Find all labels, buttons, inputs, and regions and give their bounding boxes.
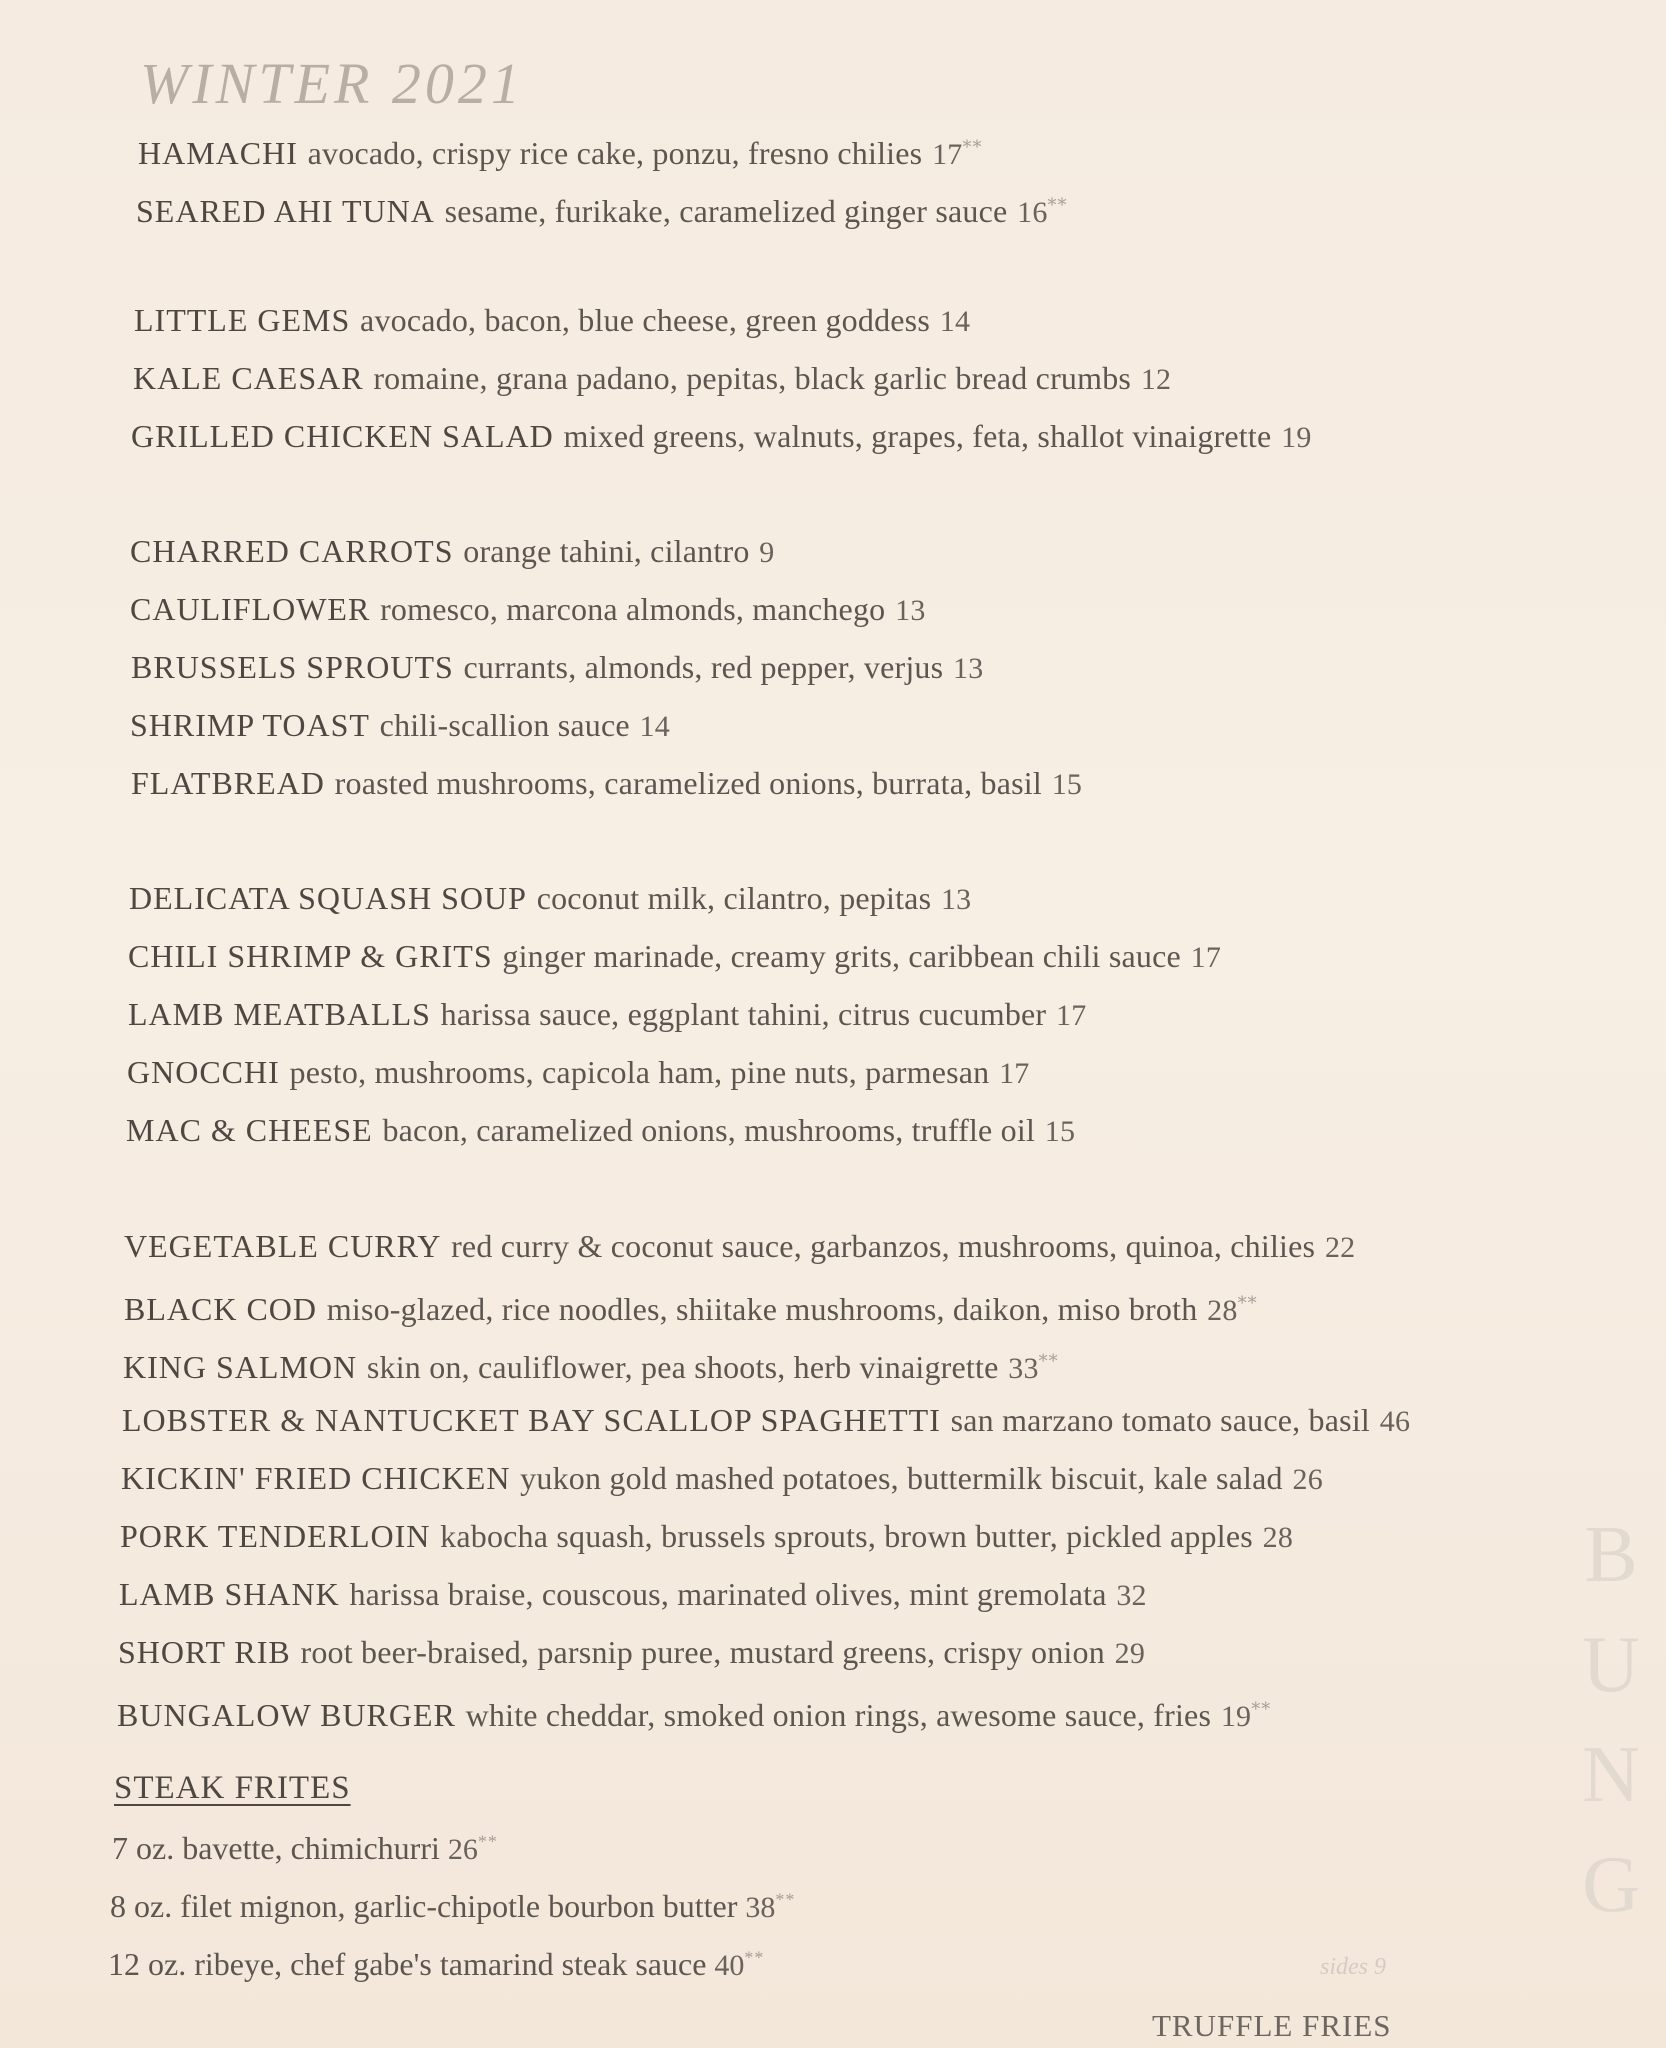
steak-item-text: 7 oz. bavette, chimichurri xyxy=(112,1830,440,1866)
menu-item xyxy=(128,996,1086,1034)
menu-item-price: 15 xyxy=(1044,1115,1076,1148)
vertical-logo xyxy=(1566,1500,1656,1940)
menu-item-price: 9 xyxy=(759,536,775,569)
menu-item xyxy=(124,1228,1355,1266)
menu-item-note: ** xyxy=(962,137,983,158)
menu-item-name: BLACK COD xyxy=(124,1291,318,1327)
menu-item xyxy=(131,765,1082,803)
menu-item-name: LAMB SHANK xyxy=(119,1576,340,1612)
steak-item xyxy=(108,1946,764,1983)
menu-item-description: coconut milk, cilantro, pepitas xyxy=(536,880,932,916)
menu-item-price: 13 xyxy=(953,652,984,685)
menu-item-price: 19 xyxy=(1220,1700,1252,1733)
menu-item-name: GNOCCHI xyxy=(127,1054,280,1090)
menu-item-description: mixed greens, walnuts, grapes, feta, shallot vinaigrette xyxy=(563,418,1272,454)
menu-item-name: MAC & CHEESE xyxy=(126,1112,373,1148)
menu-item-name: LAMB MEATBALLS xyxy=(128,996,431,1032)
menu-item xyxy=(138,130,982,173)
steak-item-note: ** xyxy=(744,1947,765,1968)
menu-item-price: 46 xyxy=(1379,1405,1411,1438)
menu-item xyxy=(121,1460,1323,1498)
menu-item-description: orange tahini, cilantro xyxy=(463,533,750,569)
menu-item-description: pesto, mushrooms, capicola ham, pine nuts, parmesan xyxy=(289,1054,990,1090)
steak-item-price: 38 xyxy=(745,1891,776,1924)
menu-item-price: 26 xyxy=(1292,1463,1323,1496)
menu-item-description: yukon gold mashed potatoes, buttermilk biscuit, kale salad xyxy=(520,1460,1283,1496)
menu-item-price: 12 xyxy=(1140,363,1172,396)
menu-item-price: 19 xyxy=(1281,421,1312,454)
menu-item xyxy=(124,1286,1258,1329)
menu-item xyxy=(131,649,983,687)
menu-item-name: SHRIMP TOAST xyxy=(130,707,370,743)
steak-item-text: 8 oz. filet mignon, garlic-chipotle bourbon butter xyxy=(110,1888,738,1924)
menu-item-name: HAMACHI xyxy=(138,135,298,171)
menu-item-name: CHILI SHRIMP & GRITS xyxy=(128,938,493,974)
steak-item xyxy=(110,1888,795,1925)
steak-item-note: ** xyxy=(775,1889,796,1910)
menu-item xyxy=(123,1344,1059,1387)
menu-item xyxy=(130,591,926,629)
logo-letter: N xyxy=(1582,1731,1640,1819)
menu-item-price: 22 xyxy=(1324,1231,1356,1264)
logo-letter: G xyxy=(1582,1841,1640,1929)
sides-label: sides 9 xyxy=(1320,1954,1386,1980)
menu-item-name: CAULIFLOWER xyxy=(130,591,371,627)
menu-item-price: 13 xyxy=(895,594,926,627)
menu-item-price: 17 xyxy=(1190,941,1222,974)
menu-item-name: KALE CAESAR xyxy=(133,360,364,396)
menu-item-description: romesco, marcona almonds, manchego xyxy=(380,591,886,627)
menu-item xyxy=(128,938,1221,976)
menu-title: WINTER 2021 xyxy=(140,51,524,116)
menu-item-description: white cheddar, smoked onion rings, awesome sauce, fries xyxy=(465,1697,1212,1733)
menu-item-price: 32 xyxy=(1116,1579,1147,1612)
menu-item-name: BUNGALOW BURGER xyxy=(117,1697,456,1733)
menu-item xyxy=(118,1634,1145,1672)
menu-item-price: 17 xyxy=(999,1057,1030,1090)
menu-item-price: 13 xyxy=(940,883,972,916)
menu-item-name: SEARED AHI TUNA xyxy=(136,193,435,229)
menu-item xyxy=(134,302,970,340)
menu-item-description: avocado, crispy rice cake, ponzu, fresno chilies xyxy=(307,135,923,171)
menu-item-description: sesame, furikake, caramelized ginger sauce xyxy=(444,193,1008,229)
menu-item-name: VEGETABLE CURRY xyxy=(124,1228,442,1264)
menu-item-description: harissa braise, couscous, marinated olives, mint gremolata xyxy=(349,1576,1107,1612)
menu-item-price: 17 xyxy=(1056,999,1087,1032)
steak-item-text: 12 oz. ribeye, chef gabe's tamarind steak sauce xyxy=(108,1946,707,1982)
menu-item-price: 28 xyxy=(1207,1294,1238,1327)
menu-item-name: KING SALMON xyxy=(123,1349,358,1385)
menu-item-description: root beer-braised, parsnip puree, mustard greens, crispy onion xyxy=(300,1634,1105,1670)
menu-item-description: miso-glazed, rice noodles, shiitake mushrooms, daikon, miso broth xyxy=(326,1291,1198,1327)
menu-item-name: LOBSTER & NANTUCKET BAY SCALLOP SPAGHETTI xyxy=(122,1402,941,1438)
menu-item-price: 14 xyxy=(939,305,971,338)
menu-item xyxy=(129,880,971,918)
menu-item-name: GRILLED CHICKEN SALAD xyxy=(131,418,554,454)
menu-item xyxy=(119,1576,1147,1614)
menu-item-description: san marzano tomato sauce, basil xyxy=(950,1402,1370,1438)
menu-item-name: DELICATA SQUASH SOUP xyxy=(129,880,527,916)
menu-item xyxy=(133,360,1171,398)
menu-item-price: 15 xyxy=(1051,768,1083,801)
menu-item-description: kabocha squash, brussels sprouts, brown butter, pickled apples xyxy=(440,1518,1253,1554)
menu-item xyxy=(130,707,670,745)
menu-item-price: 16 xyxy=(1017,196,1048,229)
menu-item-name: SHORT RIB xyxy=(118,1634,291,1670)
menu-item xyxy=(130,533,774,571)
steak-item-price: 26 xyxy=(447,1833,478,1866)
menu-item-description: currants, almonds, red pepper, verjus xyxy=(463,649,944,685)
menu-item-price: 28 xyxy=(1262,1521,1294,1554)
menu-item-note: ** xyxy=(1237,1293,1258,1314)
steak-item-price: 40 xyxy=(714,1949,745,1982)
menu-item-description: ginger marinade, creamy grits, caribbean chili sauce xyxy=(502,938,1181,974)
menu-item-description: avocado, bacon, blue cheese, green goddess xyxy=(360,302,930,338)
menu-item-price: 17 xyxy=(932,138,963,171)
menu-item-name: KICKIN' FRIED CHICKEN xyxy=(121,1460,511,1496)
menu-item-description: roasted mushrooms, caramelized onions, burrata, basil xyxy=(334,765,1042,801)
menu-item-name: CHARRED CARROTS xyxy=(130,533,454,569)
menu-item-name: LITTLE GEMS xyxy=(134,302,351,338)
side-item-truffle-fries: TRUFFLE FRIES xyxy=(1152,2008,1392,2043)
menu-item-price: 33 xyxy=(1008,1352,1039,1385)
menu-item-name: PORK TENDERLOIN xyxy=(120,1518,431,1554)
menu-item-description: red curry & coconut sauce, garbanzos, mushrooms, quinoa, chilies xyxy=(451,1228,1316,1264)
menu-item-description: skin on, cauliflower, pea shoots, herb vinaigrette xyxy=(366,1349,999,1385)
steak-item-note: ** xyxy=(477,1831,498,1852)
menu-item-description: bacon, caramelized onions, mushrooms, truffle oil xyxy=(382,1112,1036,1148)
menu-item-note: ** xyxy=(1038,1351,1059,1372)
menu-item-name: FLATBREAD xyxy=(131,765,325,801)
menu-item-price: 14 xyxy=(639,710,670,743)
menu-item-note: ** xyxy=(1047,195,1068,216)
menu-item-price: 29 xyxy=(1114,1637,1146,1670)
menu-item xyxy=(131,418,1312,456)
logo-letter: B xyxy=(1584,1511,1638,1599)
menu-item-description: romaine, grana padano, pepitas, black garlic bread crumbs xyxy=(373,360,1132,396)
menu-item xyxy=(120,1518,1293,1556)
steak-item xyxy=(112,1830,498,1867)
menu-item xyxy=(117,1692,1271,1735)
menu-item xyxy=(127,1054,1030,1092)
menu-item-name: BRUSSELS SPROUTS xyxy=(131,649,454,685)
menu-item-note: ** xyxy=(1251,1699,1272,1720)
logo-letter: U xyxy=(1582,1621,1640,1709)
menu-item-description: harissa sauce, eggplant tahini, citrus cucumber xyxy=(440,996,1047,1032)
menu-item xyxy=(126,1112,1075,1150)
steak-frites-heading: STEAK FRITES xyxy=(114,1770,351,1806)
menu-item xyxy=(122,1402,1410,1440)
menu-item-description: chili-scallion sauce xyxy=(379,707,630,743)
menu-item xyxy=(136,188,1068,231)
